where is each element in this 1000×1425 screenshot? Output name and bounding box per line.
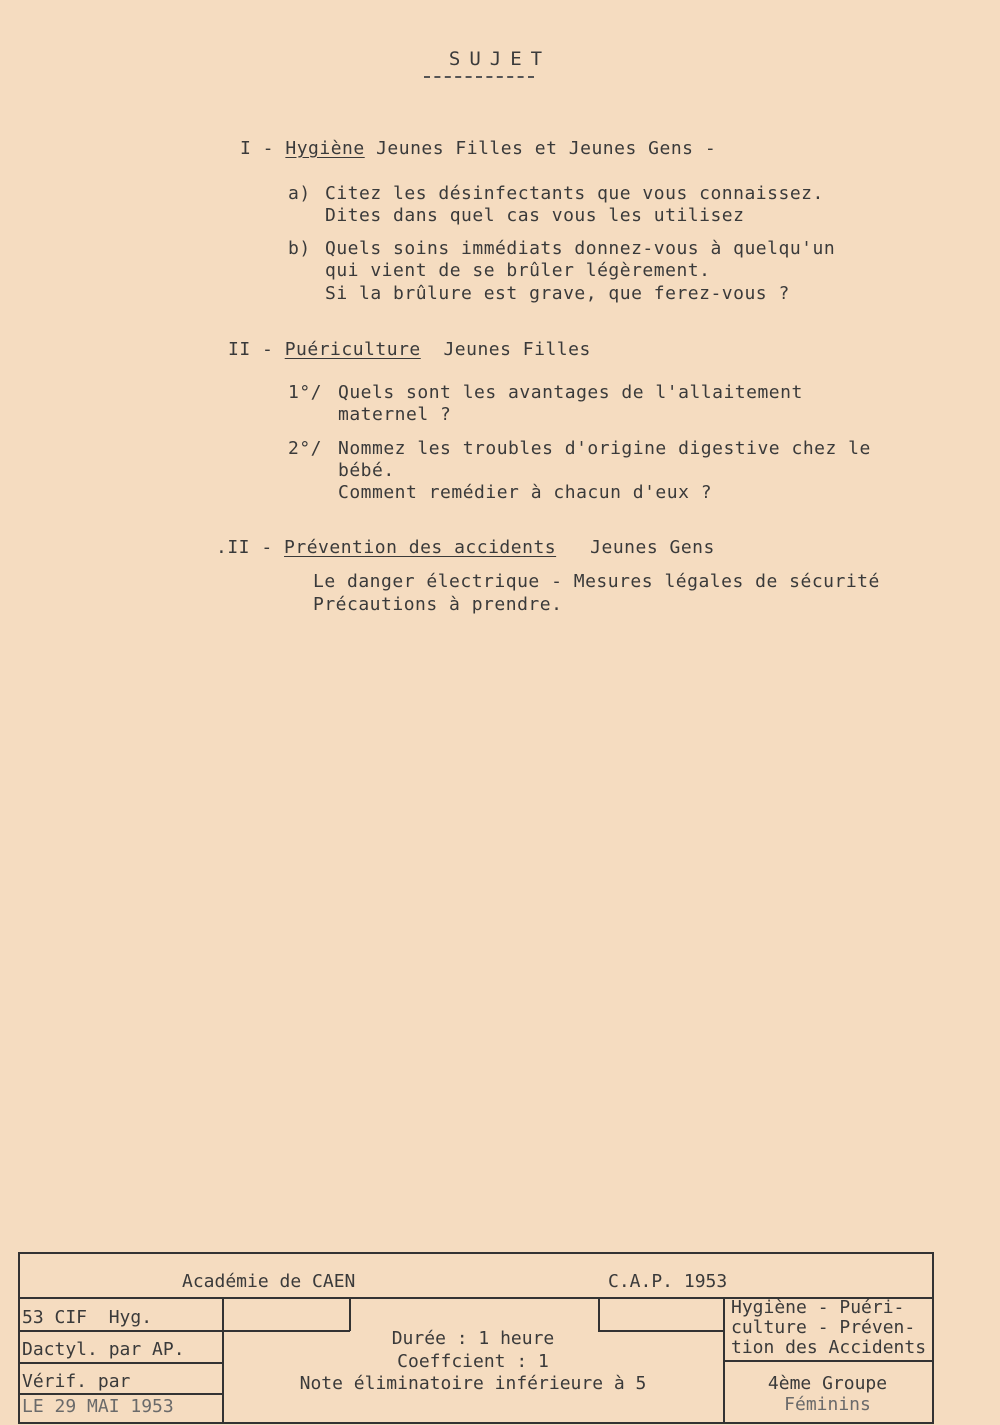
section-3-numeral: .II - xyxy=(216,537,273,558)
section-1-item-a-line-2: Dites dans quel cas vous les utilisez xyxy=(325,205,745,226)
section-2-item-1-line-1: Quels sont les avantages de l'allaitement xyxy=(338,382,803,403)
footer-row-line-3 xyxy=(18,1393,222,1395)
footer-eliminatory: Note éliminatoire inférieure à 5 xyxy=(299,1373,647,1394)
footer-academy: Académie de CAEN xyxy=(182,1271,356,1292)
section-3-item-line-1: Le danger électrique - Mesures légales de sécurité xyxy=(313,571,880,592)
footer-row-line-2 xyxy=(18,1362,222,1364)
section-1-item-b-line-3: Si la brûlure est grave, que ferez-vous ? xyxy=(325,283,790,304)
section-3-audience: Jeunes Gens xyxy=(590,537,715,558)
section-2-audience: Jeunes Filles xyxy=(443,339,591,360)
section-2-item-2-label: 2°/ xyxy=(288,438,323,459)
footer-inner-tick-left xyxy=(349,1297,351,1331)
footer-subject-line-1: Hygiène - Puéri- xyxy=(731,1297,905,1318)
footer-row-line-1 xyxy=(18,1330,222,1332)
footer-exam: C.A.P. 1953 xyxy=(608,1271,728,1292)
section-1-numeral: I - xyxy=(240,138,275,159)
section-2-item-2-line-3: Comment remédier à chacun d'eux ? xyxy=(338,482,713,503)
footer-code: 53 CIF Hyg. xyxy=(22,1307,153,1328)
title-underline xyxy=(424,76,534,78)
section-2-subject: Puériculture xyxy=(284,339,421,360)
section-1-item-a-label: a) xyxy=(288,183,311,204)
section-1-item-b-line-2: qui vient de se brûler légèrement. xyxy=(325,260,711,281)
section-3-subject: Prévention des accidents xyxy=(284,537,557,558)
footer-typed-by: Dactyl. par AP. xyxy=(22,1339,185,1360)
footer-coefficient: Coeffcient : 1 xyxy=(397,1351,549,1372)
section-1-item-b-line-1: Quels soins immédiats donnez-vous à quelqu'un xyxy=(325,238,836,259)
footer-subject-line-2: culture - Préven- xyxy=(731,1317,916,1338)
footer-inner-tick-right xyxy=(598,1297,600,1331)
footer-group: 4ème Groupe xyxy=(767,1373,888,1394)
section-1-item-a-line-1: Citez les désinfectants que vous connaissez. xyxy=(325,183,824,204)
section-1-subject: Hygiène xyxy=(285,138,365,159)
section-2-item-2-line-1: Nommez les troubles d'origine digestive chez le xyxy=(338,438,871,459)
section-1-audience: Jeunes Filles et Jeunes Gens - xyxy=(376,138,717,159)
section-3-heading xyxy=(216,537,715,559)
section-1-heading xyxy=(240,138,716,160)
footer-duration: Durée : 1 heure xyxy=(391,1328,555,1349)
section-3-item-line-2: Précautions à prendre. xyxy=(313,594,563,615)
footer-subject-divider xyxy=(723,1360,932,1362)
footer-date-stamp: LE 29 MAI 1953 xyxy=(22,1396,174,1417)
page-title: SUJET xyxy=(448,48,552,70)
footer-subject-line-3: tion des Accidents xyxy=(731,1337,927,1358)
section-2-item-1-label: 1°/ xyxy=(288,382,323,403)
footer-category: Féminins xyxy=(784,1394,871,1415)
section-2-item-2-line-2: bébé. xyxy=(338,460,395,481)
section-2-numeral: II - xyxy=(228,339,274,360)
section-2-heading xyxy=(228,339,591,361)
section-1-item-b-label: b) xyxy=(288,238,311,259)
footer-verified-by: Vérif. par xyxy=(22,1371,131,1392)
section-2-item-1-line-2: maternel ? xyxy=(338,404,452,425)
